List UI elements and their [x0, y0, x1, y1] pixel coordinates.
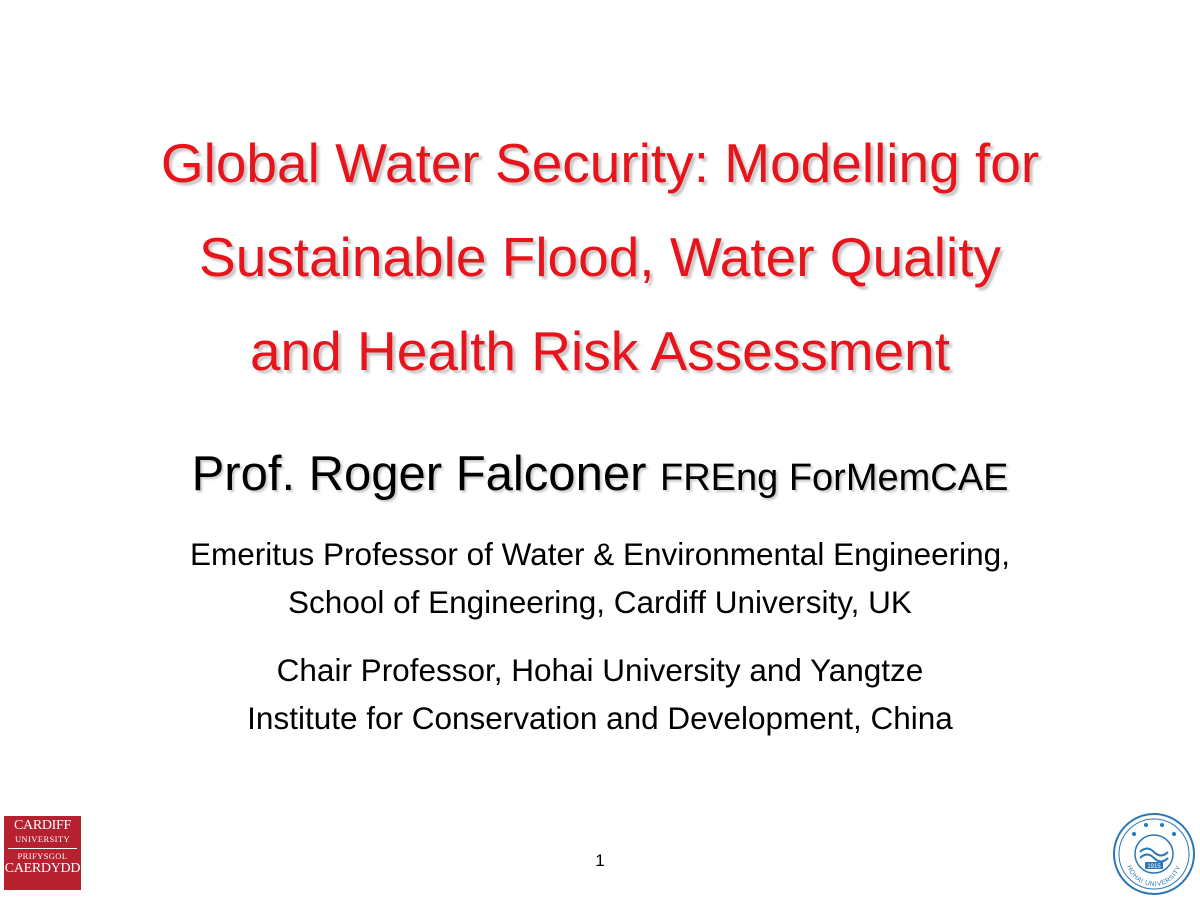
seal-inner-ring: [1119, 819, 1189, 889]
seal-calligraphy-icon: [1132, 823, 1176, 836]
seal-year: 1915: [1147, 864, 1161, 870]
author-postnominals: FREng ForMemCAE: [660, 457, 1009, 499]
cardiff-logo-line1: CARDIFF: [13, 818, 72, 833]
cardiff-logo-line3: PRIFYSGOL: [17, 850, 68, 861]
cardiff-logo-line4: CAERDYDD: [4, 861, 81, 876]
affiliation-line: Institute for Conservation and Development, China: [247, 700, 953, 736]
page-number: 1: [595, 851, 605, 870]
slide-title: [20, 116, 1180, 398]
title-line-2: Sustainable Flood, Water Quality: [199, 226, 1001, 288]
seal-ring-text-path: HOHAI UNIVERSITY: [1125, 864, 1183, 889]
cardiff-logo-line2: UNIVERSITY: [15, 834, 70, 844]
cardiff-logo-divider: [8, 848, 77, 849]
hohai-university-seal: [1112, 812, 1196, 896]
affiliation-cardiff: [20, 530, 1180, 626]
cardiff-university-logo: [4, 816, 81, 890]
affiliation-line: Chair Professor, Hohai University and Yangtze: [276, 652, 924, 688]
affiliation-hohai: [20, 646, 1180, 742]
title-line-1: Global Water Security: Modelling for: [160, 132, 1040, 194]
affiliation-line: Emeritus Professor of Water & Environmental Engineering,: [190, 536, 1010, 572]
affiliation-line: School of Engineering, Cardiff University, UK: [288, 584, 912, 620]
title-line-3: and Health Risk Assessment: [249, 320, 951, 382]
seal-wave-icon: [1140, 849, 1168, 862]
author-name: Prof. Roger Falconer: [191, 447, 647, 501]
author-line: [20, 444, 1180, 508]
